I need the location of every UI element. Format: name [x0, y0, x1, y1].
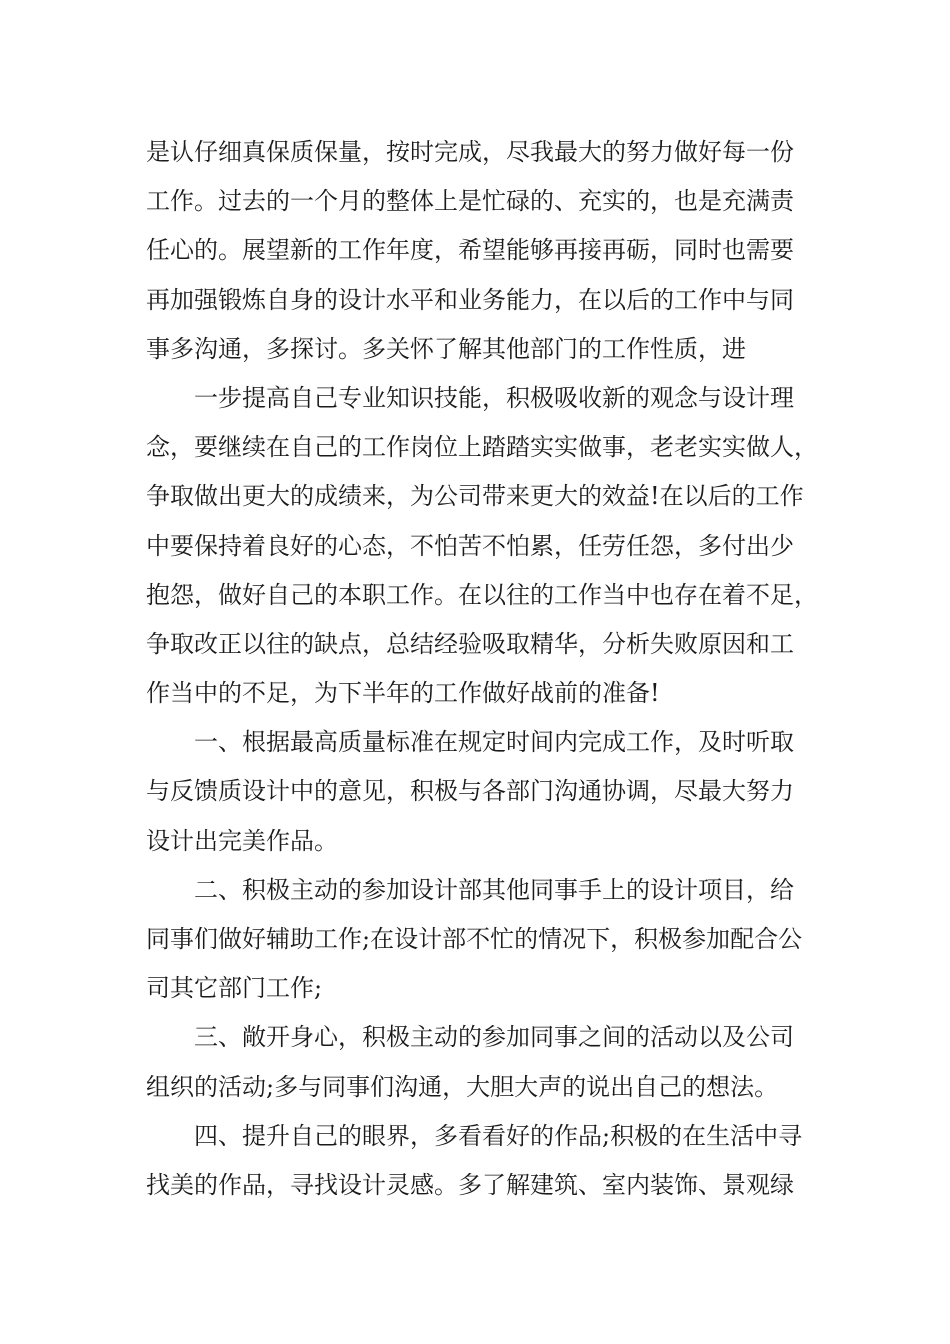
- text-line: 找美的作品，寻找设计灵感。多了解建筑、室内装饰、景观绿: [146, 1170, 794, 1199]
- text-line: 中要保持着良好的心态，不怕苦不怕累，任劳任怨，多付出少: [146, 531, 794, 560]
- text-line: 事多沟通，多探讨。多关怀了解其他部门的工作性质，进: [146, 334, 746, 363]
- document-body: [146, 128, 826, 1210]
- text-line: 设计出完美作品。: [146, 826, 338, 855]
- text-line: 作当中的不足，为下半年的工作做好战前的准备!: [146, 679, 660, 708]
- text-line: 争取做出更大的成绩来，为公司带来更大的效益!在以后的工作: [146, 482, 804, 511]
- text-line: 四、提升自己的眼界，多看看好的作品;积极的在生活中寻: [194, 1121, 803, 1150]
- text-line: 同事们做好辅助工作;在设计部不忙的情况下，积极参加配合公: [146, 925, 803, 953]
- text-line: 任心的。展望新的工作年度，希望能够再接再砺，同时也需要: [146, 236, 794, 265]
- text-line: 念，要继续在自己的工作岗位上踏踏实实做事，老老实实做人，: [146, 433, 818, 462]
- text-line: 二、积极主动的参加设计部其他同事手上的设计项目，给: [194, 875, 794, 904]
- text-line: 争取改正以往的缺点，总结经验吸取精华，分析失败原因和工: [146, 629, 794, 658]
- text-line: 与反馈质设计中的意见，积极与各部门沟通协调，尽最大努力: [146, 777, 794, 806]
- text-line: 一步提高自己专业知识技能，积极吸收新的观念与设计理: [194, 383, 794, 412]
- text-line: 是认仔细真保质保量，按时完成，尽我最大的努力做好每一份: [146, 138, 794, 166]
- text-line: 工作。过去的一个月的整体上是忙碌的、充实的，也是充满责: [146, 187, 794, 216]
- text-line: 再加强锻炼自身的设计水平和业务能力，在以后的工作中与同: [146, 285, 794, 314]
- text-line: 三、敞开身心，积极主动的参加同事之间的活动以及公司: [194, 1023, 794, 1052]
- text-line: 组织的活动;多与同事们沟通，大胆大声的说出自己的想法。: [146, 1072, 779, 1101]
- text-line: 司其它部门工作;: [146, 974, 323, 1003]
- text-line: 抱怨，做好自己的本职工作。在以往的工作当中也存在着不足，: [146, 580, 818, 609]
- text-line: 一、根据最高质量标准在规定时间内完成工作，及时听取: [194, 728, 794, 757]
